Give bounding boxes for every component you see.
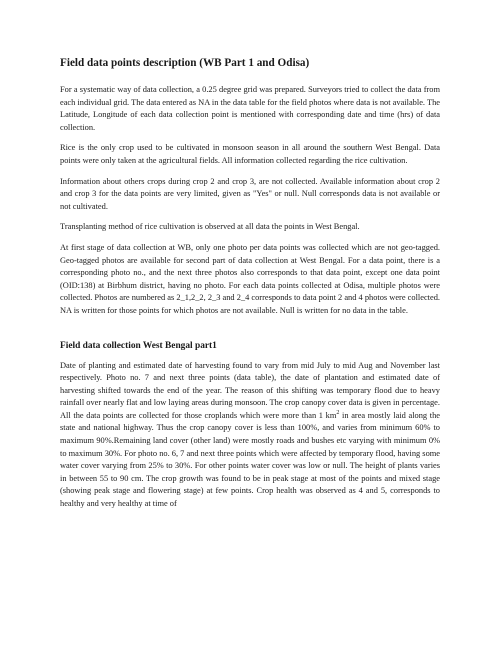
paragraph-text-before-superscript: Date of planting and estimated date of harvesting found to vary from mid July to mid Aug and November last respectively. Photo no. 7 and next three points (data table), the date of plantation and estimated date of harvesting shifted towards the end of the year. The reason of this shifting was temporary flood due to heavy rainfall over nearly flat and low laying areas during monsoon. The crop canopy cover data is given in percentage. All the data points are collected for those croplands which were more than 1 km <box>60 360 440 420</box>
paragraph-transplanting: Transplanting method of rice cultivation is observed at all data the points in West Bengal. <box>60 222 360 232</box>
paragraph-photos: At first stage of data collection at WB, only one photo per data points was collected which are not geo-tagged. Geo-tagged photos are available for second part of data collection at West Bengal. For a data point, there is a corresponding photo no., and the next three photos also corresponds to that data point, except one data point (OID:138) at Birbhum district, having no photo. For each data points collected at Odisa, multiple photos were collected. Photos are numbered as 2_1,2_2, 2_3 and 2_4 corresponds to data point 2 and 4 photos were collected. NA is written for those points for which photos are not available. Null is written for no data in the table. <box>60 242 440 315</box>
section-heading: Field data collection West Bengal part1 <box>60 340 217 351</box>
paragraph-grid-method: For a systematic way of data collection, a 0.25 degree grid was prepared. Surveyors tried to collect the data from each individual grid. The data entered as NA in the data table for the field photos where data is not available. The Latitude, Longitude of each data collection point is mentioned with corresponding date and time (hrs) of data collection. <box>60 85 440 132</box>
area-unit-superscript: 2 <box>336 410 340 417</box>
document-title: Field data points description (WB Part 1 and Odisa) <box>60 57 310 69</box>
paragraph-other-crops: Information about others crops during crop 2 and crop 3, are not collected. Available information about crop 2 and crop 3 for the data points are very limited, given as "Yes" or null. Null corresponds data is not available or not cultivated. <box>60 176 440 211</box>
paragraph-text-after-superscript: in area mostly laid along the state and national highway. Thus the crop canopy cover is less than 100%, and varies from minimum 60% to maximum 90%.Remaining land cover (other land) were mostly roads and bushes etc varying with minimum 0% to maximum 30%. For photo no. 6, 7 and next three points which were affected by temporary flood, having some water cover varying from 25% to 30%. For other points water cover was low or null. The height of plants varies in between 55 to 90 cm. The crop growth was found to be in peak stage at most of the points and mixed stage (showing peak stage and flowering stage) at few points. Crop health was observed as 4 and 5, corresponds to healthy and very healthy at time of <box>60 410 440 509</box>
paragraph-rice-crop: Rice is the only crop used to be cultivated in monsoon season in all around the southern West Bengal. Data points were only taken at the agricultural fields. All information collected regarding the rice cultivation. <box>60 143 440 165</box>
document-body <box>60 56 440 519</box>
paragraph-wb-part1 <box>60 360 440 511</box>
